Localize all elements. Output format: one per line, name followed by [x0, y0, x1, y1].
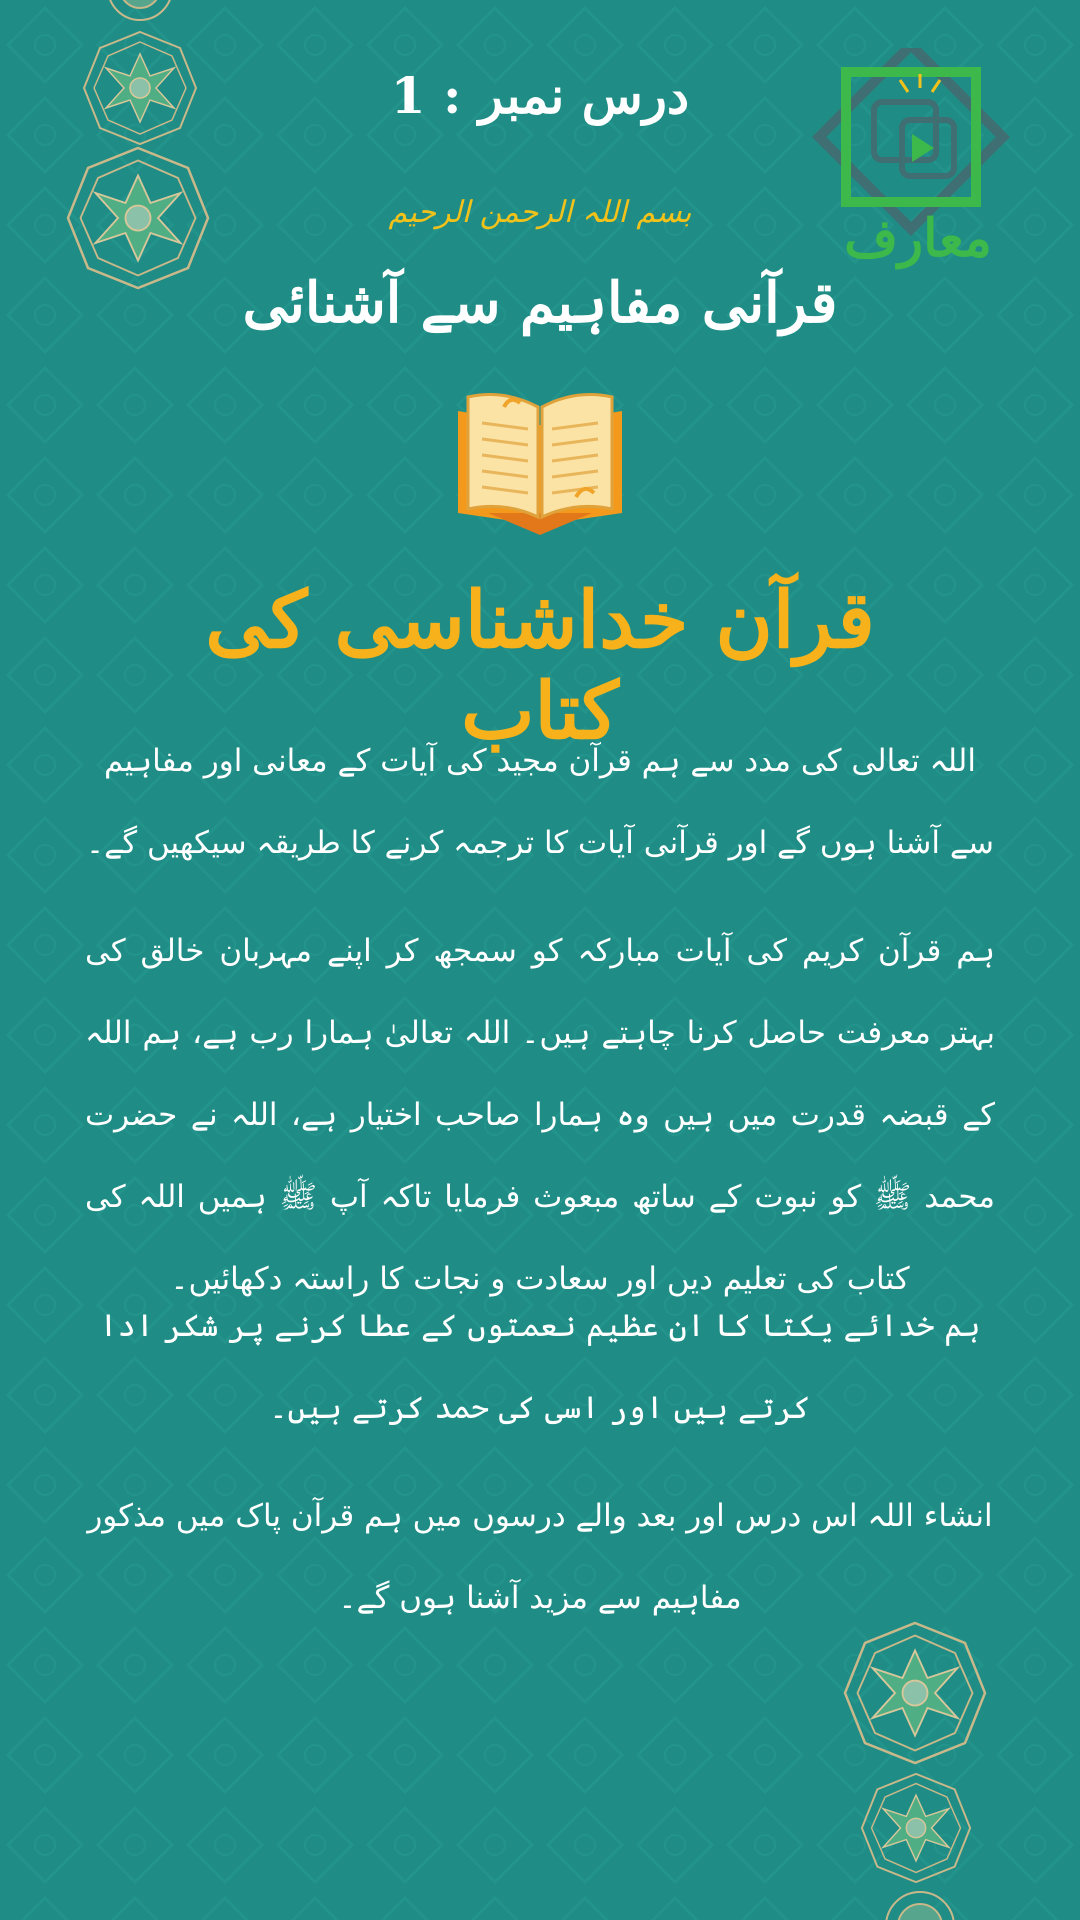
ornament-bottom-1: [840, 1618, 990, 1768]
basmala-calligraphy: بسم اللہ الرحمن الرحیم: [388, 195, 692, 230]
page-heading: قرآنی مفاہیم سے آشنائی: [242, 270, 838, 336]
ornament-top-1: [80, 28, 200, 148]
ornament-top-2: [63, 143, 213, 293]
open-book-icon: [448, 385, 632, 535]
ornament-bottom-small: [872, 1882, 968, 1920]
lesson-number: درس نمبر : 1: [390, 66, 690, 125]
ornament-top-small: [92, 0, 188, 28]
ornament-bottom-2: [858, 1770, 974, 1886]
book-title: قرآن خداشناسی کی کتاب: [205, 575, 875, 757]
intro-paragraph: اللہ تعالی کی مدد سے ہم قرآن مجید کی آیات کے معانی اور مفاہیم سے آشنا ہوں گے اور قرآنی آیات کا ترجمہ کرنے کا طریقہ سیکھیں گے۔: [86, 743, 994, 861]
brand-logo: [808, 48, 1018, 278]
logo-text: معارف: [844, 208, 992, 269]
gratitude-paragraph: ہم خدائے یکتا کا ان عظیم نعمتوں کے عطا کرنے پر شکر ادا کرتے ہیں اور اسی کی حمد کرتے ہیں۔: [99, 1308, 981, 1426]
closing-paragraph: انشاء اللہ اس درس اور بعد والے درسوں میں ہم قرآن پاک میں مذکور مفاہیم سے مزید آشنا ہوں گے۔: [87, 1498, 993, 1616]
purpose-paragraph: ہم قرآن کریم کی آیات مبارکہ کو سمجھ کر اپنے مہربان خالق کی بہتر معرفت حاصل کرنا چاہتے ہیں۔ اللہ تعالیٰ ہمارا رب ہے، ہم اللہ کے قبضہ قدرت میں ہیں وہ ہمارا صاحب اختیار ہے، اللہ نے حضرت محمد ﷺ کو نبوت کے ساتھ مبعوث فرمایا تاکہ آپ ﷺ ہمیں اللہ کی کتاب کی تعلیم دیں اور سعادت و نجات کا راستہ دکھائیں۔: [85, 933, 996, 1297]
